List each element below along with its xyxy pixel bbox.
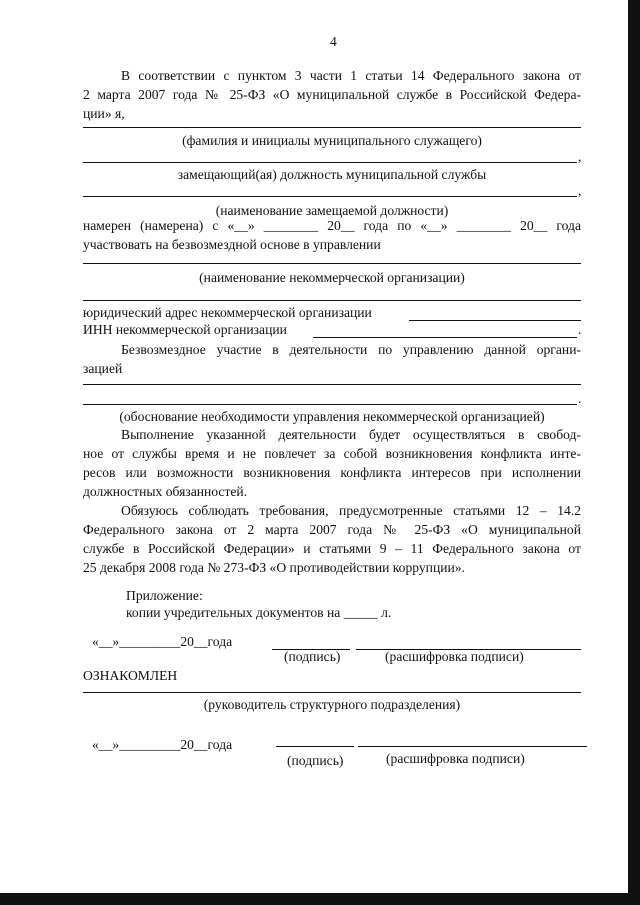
org-inn-label: ИНН некоммерческой организации xyxy=(83,322,287,337)
caption-position-name: (наименование замещаемой должности) xyxy=(215,203,449,218)
caption-name: (фамилия и инициалы муниципального служащего) xyxy=(182,133,482,148)
execution-line-2: ное от службы время и не повлечет за собой возникновения конфликта инте- xyxy=(83,446,581,461)
signature-date-2: «__»_________20__года xyxy=(92,737,233,752)
signature-line-2 xyxy=(276,746,354,747)
org-address-label: юридический адрес некоммерческой организации xyxy=(83,305,372,320)
page-number: 4 xyxy=(330,34,337,49)
signature-date-1: «__»_________20__года xyxy=(92,634,233,649)
comma-2: , xyxy=(578,183,582,198)
signature-caption-2: (подпись) xyxy=(287,753,344,768)
obligation-line-4: 25 декабря 2008 года № 273-ФЗ «О противодействии коррупции». xyxy=(83,560,465,575)
decoding-caption-2: (расшифровка подписи) xyxy=(386,751,525,766)
caption-manager: (руководитель структурного подразделения) xyxy=(203,697,461,712)
acknowledged-label: ОЗНАКОМЛЕН xyxy=(83,668,178,683)
obligation-line-3: службе в Российской Федерации» и статьями 9 – 11 Федерального закона от xyxy=(83,541,581,556)
comma-1: , xyxy=(578,149,582,164)
org-inn-field xyxy=(313,337,577,338)
name-field-line xyxy=(83,127,581,128)
execution-line-3: ресов или возможности возникновения конфликта интересов при исполнении xyxy=(83,465,581,480)
name-field-line-2 xyxy=(83,162,577,163)
attachment-copies: копии учредительных документов на _____ л. xyxy=(126,605,392,620)
org-field-line-2 xyxy=(83,300,581,301)
org-address-field xyxy=(409,320,581,321)
justification-field-line-2 xyxy=(83,404,577,405)
participation-line-2: зацией xyxy=(83,361,123,376)
participation-line-1: Безвозмездное участие в деятельности по управлению данной органи- xyxy=(121,342,581,357)
attachment-title: Приложение: xyxy=(126,588,203,603)
signature-caption-1: (подпись) xyxy=(284,649,341,664)
caption-justification: (обоснование необходимости управления некоммерческой организацией) xyxy=(119,409,545,424)
intro-line-3: ции» я, xyxy=(83,106,125,121)
org-field-line xyxy=(83,263,581,264)
period-1: . xyxy=(578,322,582,337)
decoding-caption-1: (расшифровка подписи) xyxy=(385,649,524,664)
intent-dates-line: намерен (намерена) с «__» ________ 20__ года по «__» ________ 20__ года xyxy=(83,218,581,233)
intro-line-1: В соответствии с пунктом 3 части 1 статьи 14 Федерального закона от xyxy=(121,68,581,83)
justification-field-line xyxy=(83,384,581,385)
execution-line-4: должностных обязанностей. xyxy=(83,484,248,499)
manager-field-line xyxy=(83,692,581,693)
intro-line-2: 2 марта 2007 года № 25-ФЗ «О муниципальной службе в Российской Федера- xyxy=(83,87,581,102)
caption-org-name: (наименование некоммерческой организации) xyxy=(199,270,465,285)
signature-decoding-line-2 xyxy=(358,746,587,747)
obligation-line-1: Обязуюсь соблюдать требования, предусмотренные статьями 12 – 14.2 xyxy=(121,503,581,518)
obligation-line-2: Федерального закона от 2 марта 2007 года № 25-ФЗ «О муниципальной xyxy=(83,522,581,537)
position-label: замещающий(ая) должность муниципальной службы xyxy=(177,167,487,182)
intent-participate: участвовать на безвозмездной основе в управлении xyxy=(83,237,381,252)
period-2: . xyxy=(578,391,582,406)
position-field-line xyxy=(83,196,577,197)
execution-line-1: Выполнение указанной деятельности будет осуществляться в свобод- xyxy=(121,427,581,442)
